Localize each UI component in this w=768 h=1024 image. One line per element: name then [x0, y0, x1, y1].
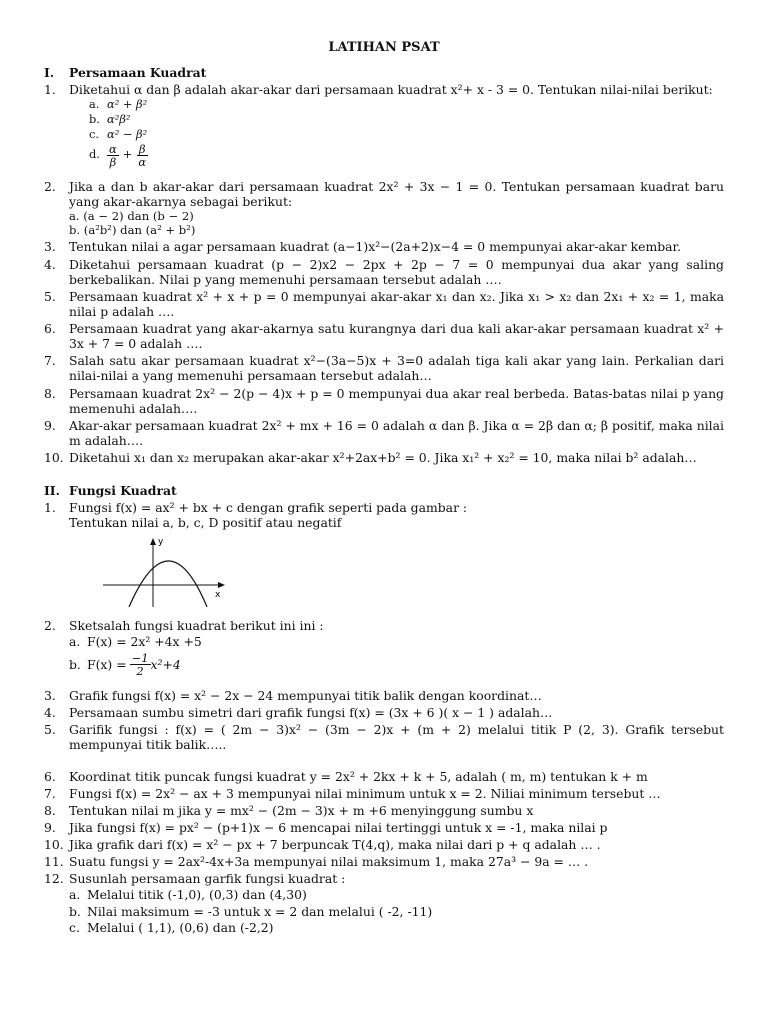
x-axis-arrow: [218, 582, 225, 588]
question-1-10: [44, 450, 724, 465]
question-text: Koordinat titik puncak fungsi kuadrat y = 2x² + 2kx + k + 5, adalah ( m, m) tentukan k + m: [69, 768, 648, 784]
question-number: 2.: [44, 617, 56, 633]
question-1-5: [44, 289, 724, 319]
option-c: α² − β²: [107, 126, 148, 141]
question-text: Jika a dan b akar-akar dari persamaan kuadrat 2x² + 3x − 1 = 0. Tentukan persamaan kuadrat baru yang akar-akarnya sebagai berikut:: [69, 178, 724, 210]
question-text: Diketahui α dan β adalah akar-akar dari persamaan kuadrat x²+ x - 3 = 0. Tentukan nilai-nilai berikut:: [69, 81, 713, 97]
question-number: 7.: [44, 353, 56, 369]
question-number: 9.: [44, 819, 56, 835]
question-number: 3.: [44, 688, 56, 704]
parabola-graph: [99, 535, 724, 610]
option-a: F(x) = 2x² +4x +5: [87, 633, 202, 649]
question-number: 5.: [44, 288, 56, 304]
page-title: LATIHAN PSAT: [328, 40, 440, 55]
y-axis-arrow: [150, 538, 156, 545]
question-1-4: [44, 257, 724, 287]
question-number: 4.: [44, 256, 56, 272]
question-number: 9.: [44, 417, 56, 433]
section-title: Fungsi Kuadrat: [69, 483, 177, 499]
question-1-1: [44, 82, 724, 169]
option-b: b. (a²b²) dan (a² + b²): [69, 223, 196, 238]
question-1-3: [44, 239, 724, 254]
option-label: a.: [89, 97, 100, 112]
question-1-9: [44, 418, 724, 448]
question-1-8: [44, 386, 724, 416]
question-options: [89, 98, 724, 168]
question-number: 1.: [44, 500, 56, 516]
option-b-prefix: F(x) =: [87, 656, 127, 672]
option-label: a.: [69, 887, 81, 903]
question-1-7: [44, 353, 724, 383]
question-number: 3.: [44, 239, 56, 255]
option-label: c.: [89, 126, 100, 141]
question-2-9: [44, 820, 724, 835]
parabola-curve: [129, 561, 207, 607]
question-text: Persamaan kuadrat x² + x + p = 0 mempunyai akar-akar x₁ dan x₂. Jika x₁ > x₂ dan 2x₁ + x₂ = 1, maka nilai p adalah ….: [69, 288, 724, 319]
question-2-3: [44, 688, 724, 703]
question-2-1: [44, 500, 724, 615]
question-2-6: [44, 769, 724, 784]
option-a: α² + β²: [107, 97, 148, 112]
question-text-2: Tentukan nilai a, b, c, D positif atau negatif: [69, 515, 342, 531]
option-a: Melalui titik (-1,0), (0,3) dan (4,30): [87, 887, 307, 903]
question-1-6: [44, 321, 724, 351]
question-2-12: [44, 871, 724, 936]
question-number: 10.: [44, 837, 64, 853]
question-number: 8.: [44, 385, 56, 401]
option-a: a. (a − 2) dan (b − 2): [69, 209, 194, 224]
question-2-11: [44, 854, 724, 869]
question-text: Fungsi f(x) = 2x² − ax + 3 mempunyai nilai minimum untuk x = 2. Niliai minimum tersebut …: [69, 785, 661, 801]
option-label: b.: [69, 656, 81, 672]
option-b: α²β²: [107, 112, 131, 127]
option-label: b.: [89, 112, 100, 127]
x-axis-label: x: [215, 589, 221, 600]
question-text: Akar-akar persamaan kuadrat 2x² + mx + 16 = 0 adalah α dan β. Jika α = 2β dan α; β positif, maka nilai m adalah….: [69, 417, 724, 448]
fraction-denominator: α: [138, 154, 147, 169]
option-label: b.: [69, 903, 81, 919]
fraction-alpha-beta: [107, 143, 119, 168]
question-number: 7.: [44, 785, 56, 801]
question-text: Persamaan kuadrat 2x² − 2(p − 4)x + p = 0 mempunyai dua akar real berbeda. Batas-batas nilai p yang memenuhi adalah….: [69, 385, 724, 416]
question-number: 5.: [44, 722, 56, 738]
option-c: Melalui ( 1,1), (0,6) dan (-2,2): [87, 919, 274, 935]
question-2-7: [44, 786, 724, 801]
fraction-numerator: α: [109, 141, 117, 156]
question-number: 12.: [44, 871, 64, 887]
plus-sign: +: [122, 147, 133, 162]
option-label: d.: [89, 147, 100, 162]
question-text: Persamaan kuadrat yang akar-akarnya satu kurangnya dari dua kali akar-akar persamaan kuadrat x² + 3x + 7 = 0 adalah ….: [69, 321, 724, 352]
question-text: Persamaan sumbu simetri dari grafik fungsi f(x) = (3x + 6 )( x − 1 ) adalah…: [69, 705, 553, 721]
question-2-2: [44, 618, 724, 678]
fraction-denominator: β: [109, 154, 117, 169]
question-text: Tentukan nilai m jika y = mx² − (2m − 3)x + m +6 menyinggung sumbu x: [69, 802, 534, 818]
question-2-8: [44, 803, 724, 818]
question-number: 6.: [44, 768, 56, 784]
option-label: a.: [69, 633, 81, 649]
y-axis-label: y: [158, 536, 164, 547]
fraction-minus-half: [130, 652, 151, 677]
fraction-numerator: β: [138, 141, 146, 156]
question-text: Fungsi f(x) = ax² + bx + c dengan grafik seperti pada gambar :: [69, 500, 468, 516]
section-title: Persamaan Kuadrat: [69, 64, 207, 80]
question-text: Susunlah persamaan garfik fungsi kuadrat :: [69, 871, 346, 887]
question-text: Salah satu akar persamaan kuadrat x²−(3a−5)x + 3=0 adalah tiga kali akar yang lain. Perkalian dari nilai-nilai a yang memenuhi persamaan tersebut adalah…: [69, 353, 724, 384]
question-number: 1.: [44, 81, 56, 97]
question-text: Diketahui persamaan kuadrat (p − 2)x2 − 2px + 2p − 7 = 0 mempunyai dua akar yang saling berkebalikan. Nilai p yang memenuhi persamaan tersebut adalah ….: [69, 256, 724, 287]
question-text: Tentukan nilai a agar persamaan kuadrat (a−1)x²−(2a+2)x−4 = 0 mempunyai akar-akar kembar.: [69, 239, 682, 255]
question-text: Jika grafik dari f(x) = x² − px + 7 berpuncak T(4,q), maka nilai dari p + q adalah … .: [69, 837, 601, 853]
option-b: Nilai maksimum = -3 untuk x = 2 dan melalui ( -2, -11): [87, 903, 433, 919]
question-text: Jika fungsi f(x) = px² − (p+1)x − 6 mencapai nilai tertinggi untuk x = -1, maka nilai p: [69, 819, 608, 835]
question-number: 11.: [44, 854, 64, 870]
question-text: Suatu fungsi y = 2ax²-4x+3a mempunyai nilai maksimum 1, maka 27a³ − 9a = … .: [69, 854, 589, 870]
question-number: 6.: [44, 321, 56, 337]
question-text: Grafik fungsi f(x) = x² − 2x − 24 mempunyai titik balik dengan koordinat…: [69, 688, 542, 704]
question-2-4: [44, 705, 724, 720]
question-text: Garifik fungsi : f(x) = ( 2m − 3)x² − (3m − 2)x + (m + 2) melalui titik P (2, 3). Grafik tersebut mempunyai titik balik…..: [69, 722, 724, 753]
section-number: II.: [44, 483, 60, 499]
question-number: 2.: [44, 178, 56, 194]
section-number: I.: [44, 64, 55, 80]
parabola-figure: [99, 535, 229, 607]
question-1-2: [44, 179, 724, 238]
fraction-numerator: −1: [131, 650, 149, 665]
question-number: 8.: [44, 802, 56, 818]
question-number: 4.: [44, 705, 56, 721]
option-label: c.: [69, 919, 80, 935]
section-heading-2: [44, 483, 724, 498]
option-b-suffix: x²+4: [150, 656, 181, 672]
question-text: Diketahui x₁ dan x₂ merupakan akar-akar x²+2ax+b² = 0. Jika x₁² + x₂² = 10, maka nilai b² adalah…: [69, 450, 697, 466]
fraction-denominator: 2: [136, 664, 144, 679]
question-number: 10.: [44, 450, 64, 466]
question-2-5: [44, 722, 724, 752]
question-2-10: [44, 837, 724, 852]
fraction-beta-alpha: [136, 143, 148, 168]
section-heading-1: [44, 65, 724, 80]
question-text: Sketsalah fungsi kuadrat berikut ini ini :: [69, 617, 324, 633]
